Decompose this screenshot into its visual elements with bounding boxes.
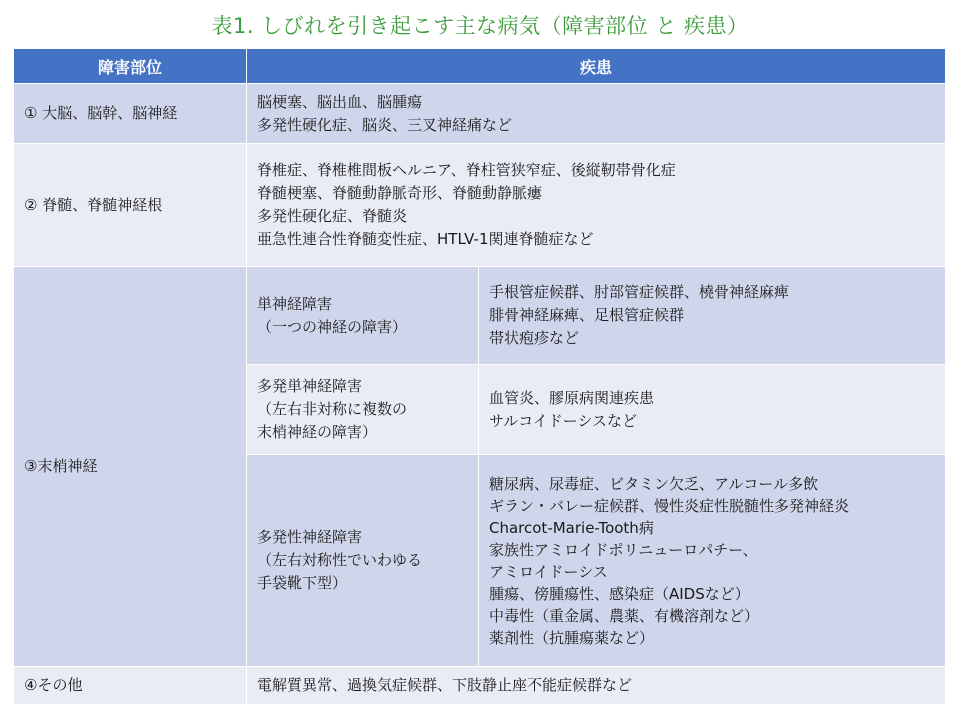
type-line: 手袋靴下型） [257, 574, 348, 592]
type-cell [247, 267, 479, 365]
type-cell [247, 365, 479, 455]
disease-line: 脊髄梗塞、脊髄動静脈奇形、脊髄動静脈瘻 [257, 184, 543, 202]
disease-line: 帯状疱疹など [489, 329, 580, 347]
site-cell: ② 脊髄、脊髄神経根 [14, 144, 247, 267]
disease-line: 家族性アミロイドポリニューロパチー、 [489, 540, 758, 559]
disease-line: 薬剤性（抗腫瘍薬など） [489, 628, 655, 647]
disease-line: 中毒性（重金属、農薬、有機溶剤など） [489, 606, 760, 625]
table-row [14, 667, 946, 705]
disease-line: 腫瘍、傍腫瘍性、感染症（AIDSなど） [489, 584, 750, 603]
type-line: 末梢神経の障害） [257, 423, 378, 441]
diseases-cell [247, 144, 946, 267]
disease-line: Charcot-Marie-Tooth病 [489, 518, 654, 537]
type-line: （一つの神経の障害） [257, 317, 408, 336]
table-title: 表1. しびれを引き起こす主な病気（障害部位 と 疾患） [211, 14, 749, 38]
type-cell [247, 455, 479, 667]
disease-line: 多発性硬化症、脊髄炎 [257, 207, 408, 225]
table-row [14, 84, 946, 144]
table-row [14, 267, 946, 365]
disease-line: ギラン・バレー症候群、慢性炎症性脱髄性多発神経炎 [489, 496, 850, 515]
disease-line: 腓骨神経麻痺、足根管症候群 [489, 306, 685, 324]
disease-line: 電解質異常、過換気症候群、下肢静止座不能症候群など [257, 676, 633, 694]
table-row [14, 144, 946, 267]
disease-line: 亜急性連合性脊髄変性症、HTLV-1関連脊髄症など [257, 230, 594, 248]
disease-line: サルコイドーシスなど [489, 411, 638, 430]
header-diseases: 疾患 [247, 49, 946, 84]
type-line: （左右対称性でいわゆる [257, 551, 423, 569]
header-site: 障害部位 [14, 49, 247, 84]
diseases-cell [247, 667, 946, 705]
diseases-cell [479, 365, 946, 455]
disease-line: 血管炎、膠原病関連疾患 [489, 388, 655, 407]
disease-line: 脊椎症、脊椎椎間板ヘルニア、脊柱管狭窄症、後縦靭帯骨化症 [257, 161, 676, 179]
diseases-cell [479, 267, 946, 365]
diseases-cell [247, 84, 946, 144]
type-line: 多発性神経障害 [257, 528, 363, 546]
type-line: （左右非対称に複数の [257, 400, 408, 418]
disease-table [13, 48, 946, 705]
type-line: 単神経障害 [257, 294, 333, 313]
disease-line: 手根管症候群、肘部管症候群、橈骨神経麻痺 [489, 283, 790, 301]
type-line: 多発単神経障害 [257, 377, 363, 395]
disease-line: 脳梗塞、脳出血、脳腫瘍 [257, 92, 423, 111]
site-cell: ④その他 [14, 667, 247, 705]
diseases-cell [479, 455, 946, 667]
site-cell: ③末梢神経 [14, 267, 247, 667]
disease-line: 多発性硬化症、脳炎、三叉神経痛など [257, 115, 513, 134]
disease-line: アミロイドーシス [489, 562, 608, 581]
disease-line: 糖尿病、尿毒症、ビタミン欠乏、アルコール多飲 [489, 474, 819, 493]
site-cell: ① 大脳、脳幹、脳神経 [14, 84, 247, 144]
